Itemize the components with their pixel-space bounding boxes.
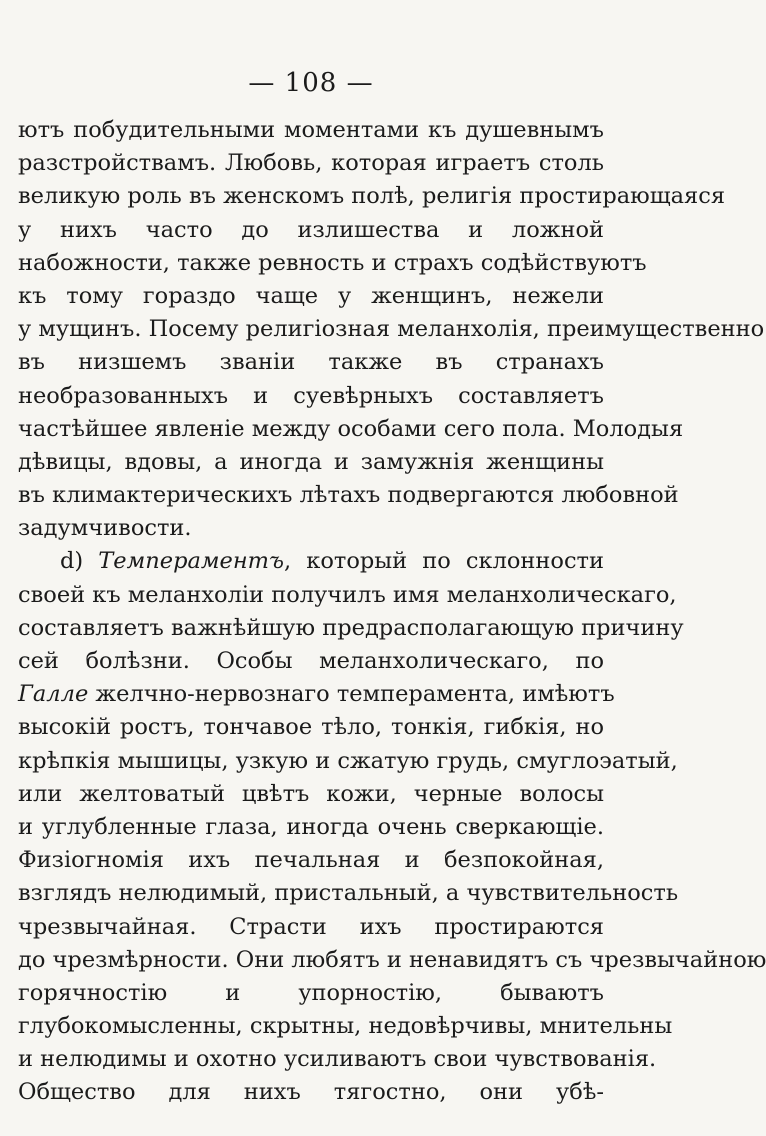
text-line: глубокомысленны, скрытны, недовѣрчивы, мнительны <box>18 1013 673 1040</box>
item-marker: d) <box>60 548 84 575</box>
page-number: — 108 — <box>248 68 374 98</box>
text-line: въ климактерическихъ лѣтахъ подвергаются любовной <box>18 482 679 509</box>
paragraph-1 <box>18 114 765 545</box>
text-line: у нихъ часто до излишества и ложной <box>18 216 604 243</box>
text-fragment: желчно-нервознаго темперамента, имѣютъ <box>88 681 615 708</box>
text-line: необразованныхъ и суевѣрныхъ составляетъ <box>18 382 604 409</box>
text-line: крѣпкія мышицы, узкую и сжатую грудь, смуглоэатый, <box>18 747 678 774</box>
text-line: разстройствамъ. Любовь, которая играетъ столь <box>18 150 604 177</box>
text-line: сей болѣзни. Особы меланхолическаго, по <box>18 648 604 674</box>
term-temperament: Темпераментъ <box>98 548 285 575</box>
text-line: чрезвычайная. Страсти ихъ простираются <box>18 913 604 940</box>
text-line: своей къ меланхоліи получилъ имя меланхолическаго, <box>18 581 677 608</box>
text-line: у мущинъ. Посему религіозная меланхолія, преимущественно <box>18 316 765 343</box>
paragraph-2-first-line <box>18 545 604 578</box>
text-line: частѣйшее явленіе между особами сего пола. Молодыя <box>18 415 684 442</box>
text-fragment: , который по склонности <box>284 548 604 575</box>
author-name: Галле <box>18 681 89 708</box>
text-line: набожности, также ревность и страхъ содѣйствуютъ <box>18 249 647 276</box>
text-line: дѣвицы, вдовы, а иногда и замужнія женщины <box>18 448 604 475</box>
text-line: горячностію и упорностію, бываютъ <box>18 979 604 1006</box>
text-line: великую роль въ женскомъ полѣ, религія простирающаяся <box>18 183 726 210</box>
text-line: въ низшемъ званіи также въ странахъ <box>18 349 604 376</box>
text-line: Общество для нихъ тягостно, они убѣ- <box>18 1079 604 1106</box>
text-line: ютъ побудительными моментами къ душевнымъ <box>18 117 604 143</box>
text-line: къ тому гораздо чаще у женщинъ, нежели <box>18 282 604 309</box>
text-line: составляетъ важнѣйшую предрасполагающую причину <box>18 614 684 641</box>
text-line: и углубленные глаза, иногда очень сверкающіе. <box>18 813 604 840</box>
text-line: до чрезмѣрности. Они любятъ и ненавидятъ съ чрезвычайною <box>18 946 766 973</box>
text-line: задумчивости. <box>18 515 192 542</box>
text-line: Физіогномія ихъ печальная и безпокойная, <box>18 847 604 874</box>
text-line: взглядъ нелюдимый, пристальный, а чувствительность <box>18 880 679 907</box>
paragraph-2 <box>18 545 766 1109</box>
text-line: высокій ростъ, тончавое тѣло, тонкія, гибкія, но <box>18 714 604 741</box>
paragraph-2-author-line <box>18 678 615 711</box>
text-line: и нелюдимы и охотно усиливаютъ свои чувствованія. <box>18 1046 657 1073</box>
text-line: или желтоватый цвѣтъ кожи, черные волосы <box>18 780 604 807</box>
